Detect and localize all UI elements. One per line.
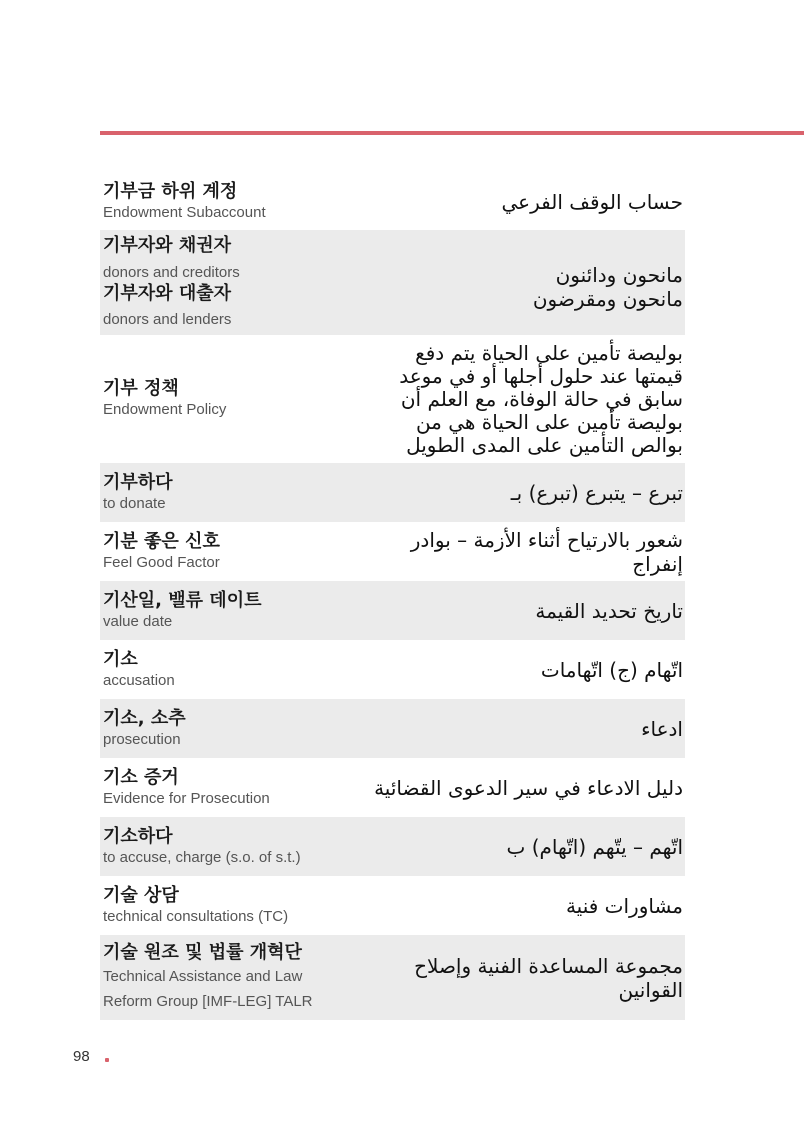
english-term: Endowment Subaccount <box>103 203 266 221</box>
entry-terms <box>103 885 288 927</box>
arabic-term: تبرع – يتبرع (تبرع) بـ <box>510 480 683 505</box>
korean-term: 기소, 소추 <box>103 707 186 729</box>
arabic-term: تاريخ تحديد القيمة <box>535 598 683 623</box>
arabic-term: مجموعة المساعدة الفنية وإصلاح القوانين <box>414 953 683 1002</box>
korean-term: 기소 <box>103 648 138 670</box>
entry-terms <box>103 472 173 514</box>
arabic-term: شعور بالارتياح أثناء الأزمة – بوادر إنفراج <box>410 527 683 576</box>
arabic-term: بوليصة تأمين على الحياة يتم دفع قيمتها عند حلول أجلها أو في موعد سابق في حالة الوفاة، مع العلم أن بوليصة تأمين على الحياة هي من بوالص التأمين على المدى الطويل <box>399 340 683 457</box>
korean-term: 기부자와 채권자 <box>103 235 231 256</box>
page-number: 98 <box>73 1048 90 1065</box>
glossary-entry <box>100 463 685 522</box>
entry-terms <box>103 531 220 573</box>
entry-terms <box>103 942 313 1014</box>
arabic-term: حساب الوقف الفرعي <box>501 189 683 214</box>
header-rule <box>100 131 804 135</box>
english-term: Reform Group [IMF-LEG] TALR <box>103 992 313 1010</box>
arabic-term: مشاورات فنية <box>565 893 683 918</box>
entry-terms <box>103 826 301 868</box>
korean-term: 기술 원조 및 법률 개혁단 <box>103 941 302 963</box>
english-term: value date <box>103 612 173 630</box>
entry-terms <box>103 235 240 330</box>
glossary-entry <box>100 640 685 699</box>
arabic-term: دليل الادعاء في سير الدعوى القضائية <box>374 775 683 800</box>
korean-term: 기분 좋은 신호 <box>103 530 220 552</box>
glossary-entry <box>100 581 685 640</box>
glossary-entry <box>100 173 685 230</box>
korean-term: 기술 상담 <box>103 884 179 906</box>
glossary-entry <box>100 522 685 581</box>
glossary-list <box>100 173 685 1020</box>
english-term: Feel Good Factor <box>103 553 220 571</box>
english-term: Technical Assistance and Law <box>103 967 303 985</box>
english-term: prosecution <box>103 730 181 748</box>
entry-terms <box>103 649 175 691</box>
arabic-term: اتّهم – يتّهم (اتّهام) ب <box>506 834 683 859</box>
english-term: to donate <box>103 494 166 512</box>
entry-terms <box>103 767 270 809</box>
korean-term: 기부금 하위 계정 <box>103 180 238 202</box>
korean-term: 기소 증거 <box>103 766 179 788</box>
entry-terms <box>103 590 261 632</box>
english-term: donors and lenders <box>103 311 232 328</box>
glossary-entry <box>100 230 685 335</box>
entry-terms <box>103 378 226 420</box>
english-term: accusation <box>103 671 175 689</box>
english-term: Endowment Policy <box>103 401 227 418</box>
page-marker-dot <box>105 1058 109 1062</box>
korean-term: 기부 정책 <box>103 378 179 399</box>
entry-terms <box>103 181 266 223</box>
glossary-entry <box>100 335 685 463</box>
arabic-term: مانحون ودائنون مانحون ومقرضون <box>532 262 683 311</box>
korean-term: 기부하다 <box>103 471 173 493</box>
english-term: to accuse, charge (s.o. of s.t.) <box>103 848 301 866</box>
arabic-term: ادعاء <box>641 716 683 741</box>
glossary-entry <box>100 817 685 876</box>
glossary-entry <box>100 935 685 1020</box>
glossary-entry <box>100 699 685 758</box>
korean-term: 기산일, 밸류 데이트 <box>103 589 262 611</box>
arabic-term: اتّهام (ج) اتّهامات <box>540 657 683 682</box>
entry-terms <box>103 708 186 750</box>
english-term: Evidence for Prosecution <box>103 789 270 807</box>
glossary-entry <box>100 758 685 817</box>
english-term: technical consultations (TC) <box>103 907 289 925</box>
glossary-entry <box>100 876 685 935</box>
korean-term: 기소하다 <box>103 825 173 847</box>
english-term: donors and creditors <box>103 264 240 281</box>
korean-term: 기부자와 대출자 <box>103 283 231 304</box>
